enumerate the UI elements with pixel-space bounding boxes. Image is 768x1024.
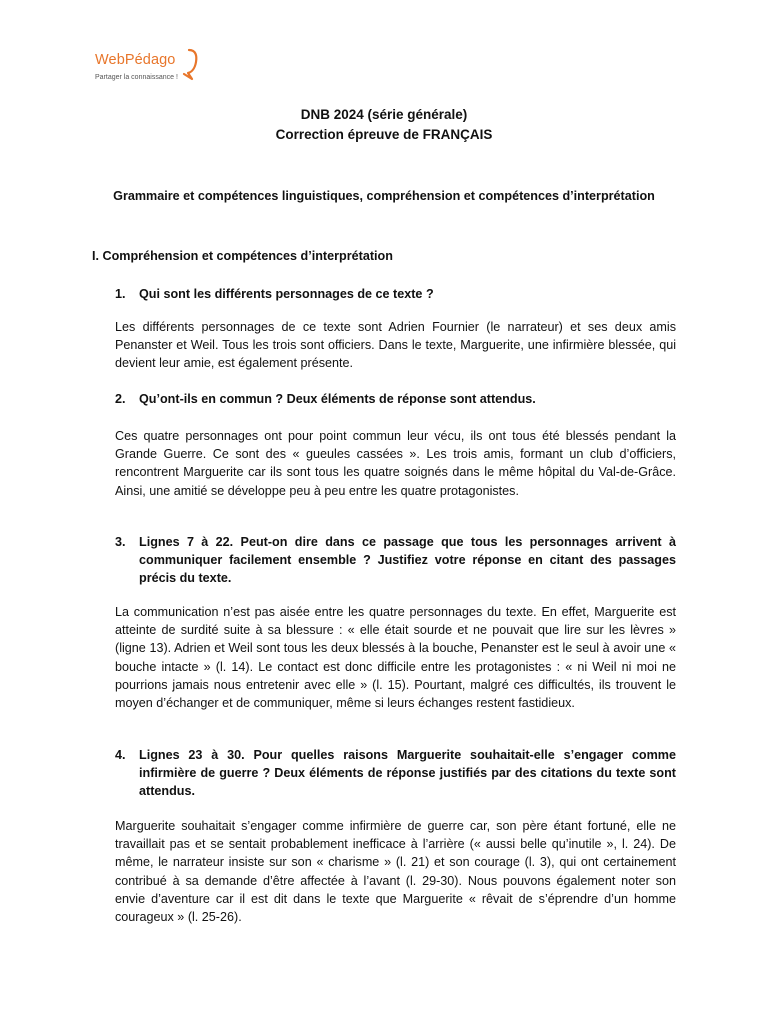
section-heading: I. Compréhension et compétences d’interprétation: [92, 249, 393, 263]
question-4: [115, 746, 676, 801]
document-title-line-1: DNB 2024 (série générale): [300, 107, 468, 122]
question-3: [115, 533, 676, 588]
answer-2: Ces quatre personnages ont pour point commun leur vécu, ils ont tous été blessés pendant la Grande Guerre. Ce sont des « gueules cassées ». Les trois amis, formant un club d’officiers, rencontrent Marguerite car ils sont tous les quatre soignés dans le même hôpital du Val-de-Grâce. Ainsi, une amitié se développe peu à peu entre les quatre protagonistes.: [115, 429, 676, 498]
question-number: 2.: [115, 392, 126, 406]
question-number: 3.: [115, 535, 126, 549]
document-title-line-2: Correction épreuve de FRANÇAIS: [275, 127, 493, 142]
document-subtitle: Grammaire et compétences linguistiques, compréhension et compétences d’interprétation: [113, 189, 655, 203]
question-2: [115, 390, 676, 408]
logo-tagline: Partager la connaissance !: [95, 74, 178, 81]
webpedago-logo: [93, 46, 203, 90]
question-text: Lignes 23 à 30. Pour quelles raisons Marguerite souhaitait-elle s’engager comme infirmière de guerre ? Deux éléments de réponse justifiés par des citations du texte sont attendus.: [139, 748, 676, 799]
answer-3: La communication n’est pas aisée entre les quatre personnages du texte. En effet, Marguerite est atteinte de surdité suite à sa blessure : « elle était sourde et ne pouvait que lire sur les lèvres » (ligne 13). Adrien et Weil sont tous les deux blessés à la bouche, Penanster est le seul à avoir une « bouche intacte » (l. 14). Le contact est donc difficile entre les protagonistes : « ni Weil ni moi ne pourrions jamais nous entretenir avec elle » (l. 15). Pourtant, malgré ces difficultés, ils trouvent le moyen d’échanger et de communiquer, même si leurs échanges restent fastidieux.: [115, 605, 676, 711]
answer-4: Marguerite souhaitait s’engager comme infirmière de guerre car, son père étant fortuné, elle ne travaillait pas et se sentait probablement inefficace à l’arrière (« aussi belle qu’inutile », l. 24). De même, le narrateur insiste sur son « charisme » (l. 21) et son courage (l. 3), qui ont certainement contribué à sa demande d’être affectée à l’avant (l. 29-30). Nous pouvons également noter son envie d’aventure car il est dit dans le texte que Marguerite « rêvait de s’éprendre d’un homme courageux » (l. 25-26).: [115, 819, 676, 925]
question-1: [115, 285, 676, 303]
question-number: 4.: [115, 748, 126, 762]
question-text: Lignes 7 à 22. Peut-on dire dans ce passage que tous les personnages arrivent à communiquer facilement ensemble ? Justifiez votre réponse en citant des passages précis du texte.: [139, 535, 676, 586]
question-text: Qu’ont-ils en commun ? Deux éléments de réponse sont attendus.: [139, 392, 536, 406]
question-text: Qui sont les différents personnages de ce texte ?: [139, 287, 434, 301]
question-number: 1.: [115, 287, 126, 301]
answer-1: Les différents personnages de ce texte sont Adrien Fournier (le narrateur) et ses deux amis Penanster et Weil. Tous les trois sont officiers. Dans le texte, Marguerite, une infirmière blessée, qui devient leur amie, est également présente.: [115, 320, 676, 371]
logo-name: WebPédago: [95, 52, 176, 68]
